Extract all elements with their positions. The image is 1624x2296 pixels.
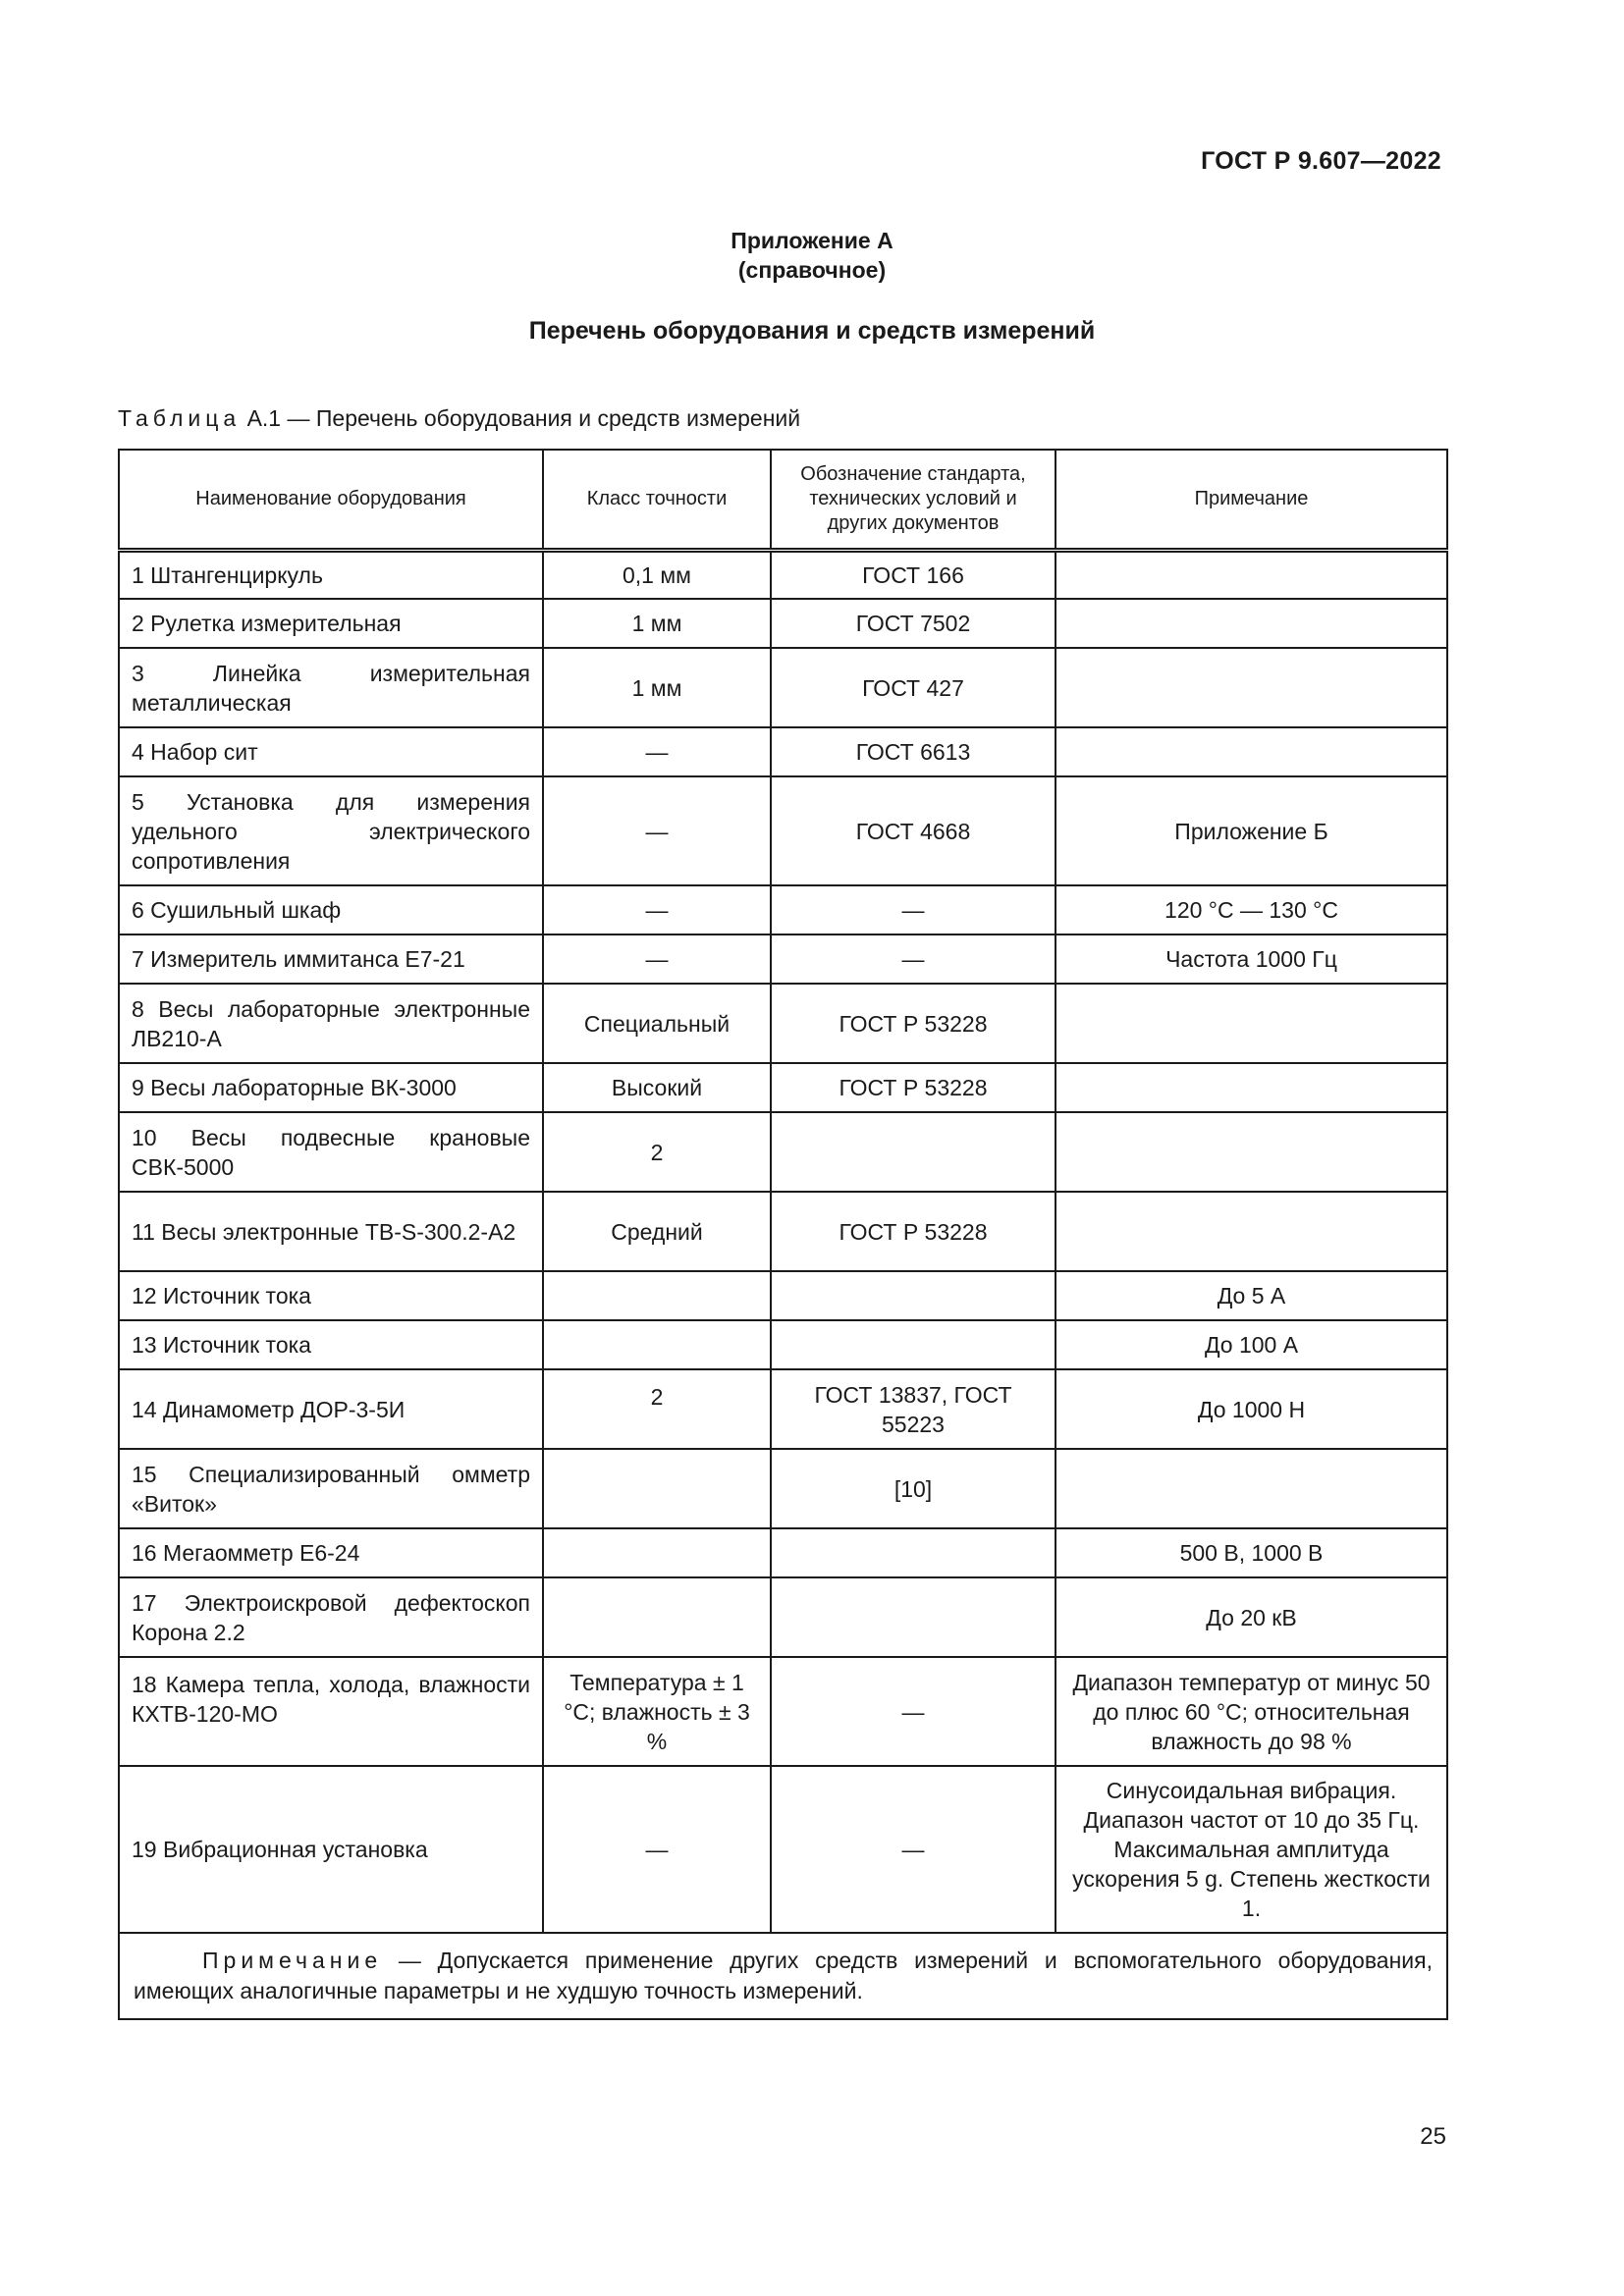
cell-accuracy [543, 1449, 771, 1528]
cell-note: Приложение Б [1056, 776, 1447, 885]
cell-document: ГОСТ 7502 [771, 599, 1056, 648]
cell-name: 7 Измеритель иммитанса Е7-21 [119, 934, 543, 984]
cell-document: — [771, 1657, 1056, 1766]
cell-document: ГОСТ 4668 [771, 776, 1056, 885]
table-row [119, 1528, 1447, 1577]
cell-document: ГОСТ Р 53228 [771, 1192, 1056, 1271]
table-caption-label: Таблица [118, 405, 242, 431]
cell-document [771, 1112, 1056, 1192]
cell-name: 1 Штангенциркуль [119, 550, 543, 599]
cell-note: Диапазон температур от минус 50 до плюс 60 °С; относительная влажность до 98 % [1056, 1657, 1447, 1766]
cell-note: До 1000 Н [1056, 1369, 1447, 1449]
cell-note: 120 °C — 130 °C [1056, 885, 1447, 934]
cell-name: 5 Установка для измерения удельного электрического сопротивления [119, 776, 543, 885]
annex-title: Приложение А [731, 228, 893, 253]
table-footnote [119, 1933, 1447, 2019]
cell-accuracy: 2 [543, 1369, 771, 1449]
cell-name: 17 Электроискровой дефектоскоп Корона 2.2 [119, 1577, 543, 1657]
page-number: 25 [1420, 2123, 1446, 2150]
column-header-name: Наименование оборудования [119, 450, 543, 550]
table-row [119, 1320, 1447, 1369]
table-row [119, 550, 1447, 599]
table-row [119, 1369, 1447, 1449]
table-note-row [119, 1933, 1447, 2019]
cell-accuracy: Средний [543, 1192, 771, 1271]
annex-kind: (справочное) [737, 257, 887, 283]
table-row [119, 599, 1447, 648]
table-row [119, 776, 1447, 885]
cell-name: 11 Весы электронные ТВ-S-300.2-А2 [119, 1192, 543, 1271]
column-header-note: Примечание [1056, 450, 1447, 550]
cell-note [1056, 984, 1447, 1063]
cell-name: 13 Источник тока [119, 1320, 543, 1369]
cell-name: 18 Камера тепла, холода, влажности КХТВ-120-МО [119, 1657, 543, 1766]
cell-accuracy: 0,1 мм [543, 550, 771, 599]
cell-note [1056, 1449, 1447, 1528]
cell-accuracy: Температура ± 1 °С; влажность ± 3 % [543, 1657, 771, 1766]
cell-document: — [771, 885, 1056, 934]
cell-accuracy: — [543, 1766, 771, 1933]
cell-accuracy: Высокий [543, 1063, 771, 1112]
table-row [119, 1657, 1447, 1766]
table-row [119, 1766, 1447, 1933]
cell-document: ГОСТ 6613 [771, 727, 1056, 776]
cell-note: До 100 А [1056, 1320, 1447, 1369]
cell-accuracy [543, 1577, 771, 1657]
cell-accuracy [543, 1528, 771, 1577]
column-header-accuracy: Класс точности [543, 450, 771, 550]
cell-document: — [771, 1766, 1056, 1933]
cell-name: 16 Мегаомметр Е6-24 [119, 1528, 543, 1577]
cell-note [1056, 550, 1447, 599]
cell-document: ГОСТ 13837, ГОСТ 55223 [771, 1369, 1056, 1449]
column-header-document: Обозначение стандарта, технических условий и других документов [771, 450, 1056, 550]
cell-note: До 5 А [1056, 1271, 1447, 1320]
cell-document: ГОСТ Р 53228 [771, 984, 1056, 1063]
cell-accuracy: — [543, 727, 771, 776]
cell-accuracy [543, 1271, 771, 1320]
cell-name: 3 Линейка измерительная металлическая [119, 648, 543, 727]
cell-accuracy: 1 мм [543, 648, 771, 727]
table-row [119, 1577, 1447, 1657]
cell-name: 19 Вибрационная установка [119, 1766, 543, 1933]
cell-name: 12 Источник тока [119, 1271, 543, 1320]
cell-name: 2 Рулетка измерительная [119, 599, 543, 648]
table-row [119, 1192, 1447, 1271]
footnote-text: — Допускается применение других средств измерений и вспомогательного оборудования, имеющих аналогичные параметры и не худшую точность измерений. [134, 1948, 1433, 2003]
cell-document: — [771, 934, 1056, 984]
table-row [119, 1112, 1447, 1192]
table-row [119, 1449, 1447, 1528]
cell-document [771, 1528, 1056, 1577]
table-row [119, 727, 1447, 776]
cell-document: ГОСТ Р 53228 [771, 1063, 1056, 1112]
cell-name: 6 Сушильный шкаф [119, 885, 543, 934]
cell-note: Частота 1000 Гц [1056, 934, 1447, 984]
cell-note [1056, 1192, 1447, 1271]
cell-name: 4 Набор сит [119, 727, 543, 776]
cell-accuracy: 1 мм [543, 599, 771, 648]
annex-heading [0, 226, 1624, 285]
cell-accuracy [543, 1320, 771, 1369]
cell-document: [10] [771, 1449, 1056, 1528]
cell-note: Синусоидальная вибрация. Диапазон частот от 10 до 35 Гц. Максимальная амплитуда ускорения 5 g. Степень жесткости 1. [1056, 1766, 1447, 1933]
cell-document [771, 1577, 1056, 1657]
cell-accuracy: 2 [543, 1112, 771, 1192]
annex-name: Перечень оборудования и средств измерений [528, 317, 1096, 345]
cell-accuracy: Специальный [543, 984, 771, 1063]
cell-name: 10 Весы подвесные крановые СВК-5000 [119, 1112, 543, 1192]
cell-note [1056, 1112, 1447, 1192]
table-caption-text: А.1 — Перечень оборудования и средств измерений [246, 405, 801, 431]
document-code: ГОСТ Р 9.607—2022 [1201, 147, 1441, 175]
cell-name: 9 Весы лабораторные ВК-3000 [119, 1063, 543, 1112]
cell-accuracy: — [543, 885, 771, 934]
table-row [119, 1271, 1447, 1320]
table-header-row [119, 450, 1447, 550]
cell-accuracy: — [543, 776, 771, 885]
table-row [119, 885, 1447, 934]
cell-name: 8 Весы лабораторные электронные ЛВ210-А [119, 984, 543, 1063]
cell-name: 14 Динамометр ДОР-3-5И [119, 1369, 543, 1449]
cell-note [1056, 1063, 1447, 1112]
cell-document: ГОСТ 427 [771, 648, 1056, 727]
cell-document [771, 1271, 1056, 1320]
cell-document: ГОСТ 166 [771, 550, 1056, 599]
cell-note [1056, 599, 1447, 648]
cell-note [1056, 727, 1447, 776]
cell-note: 500 В, 1000 В [1056, 1528, 1447, 1577]
cell-note [1056, 648, 1447, 727]
cell-note: До 20 кВ [1056, 1577, 1447, 1657]
table-caption [118, 405, 800, 432]
footnote-label: Примечание [202, 1948, 383, 1973]
cell-document [771, 1320, 1056, 1369]
table-row [119, 984, 1447, 1063]
cell-accuracy: — [543, 934, 771, 984]
table-row [119, 648, 1447, 727]
table-row [119, 1063, 1447, 1112]
cell-name: 15 Специализированный омметр «Виток» [119, 1449, 543, 1528]
table-row [119, 934, 1447, 984]
equipment-table [118, 449, 1448, 2020]
